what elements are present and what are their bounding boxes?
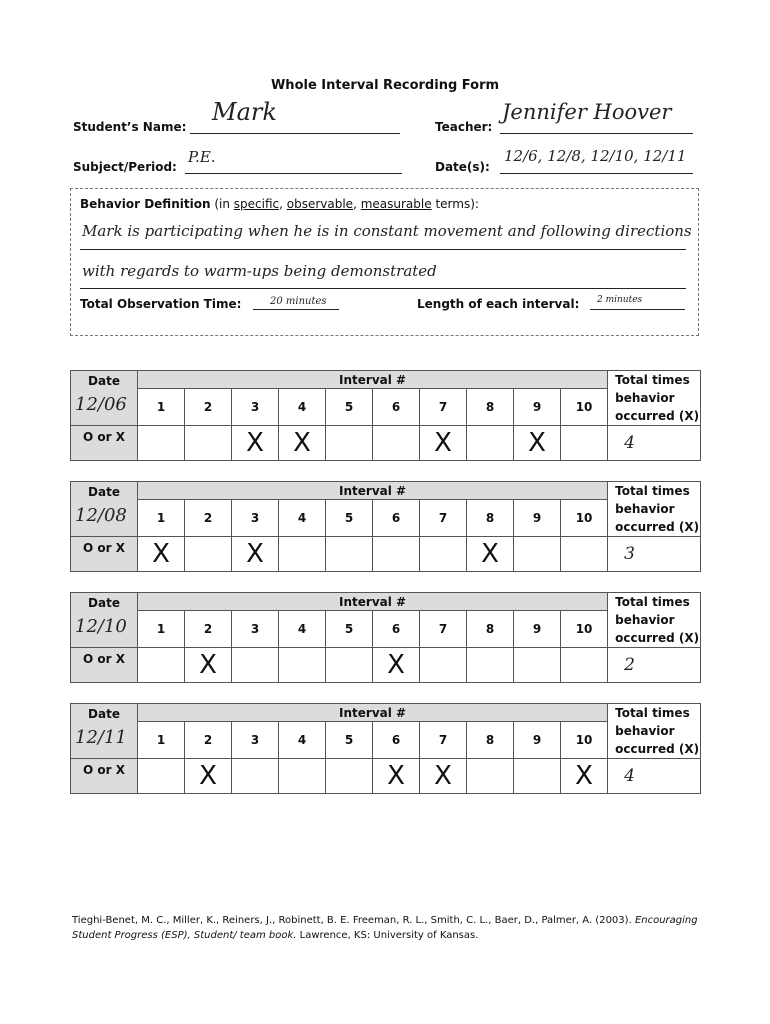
- behavior-definition-heading: [80, 197, 479, 211]
- date-cell: [71, 704, 138, 759]
- interval-mark-cell[interactable]: [185, 426, 232, 461]
- date-header: Date: [88, 596, 120, 610]
- definition-comma-2: ,: [353, 197, 361, 211]
- interval-mark-cell[interactable]: [420, 537, 467, 572]
- interval-mark-cell[interactable]: [326, 648, 373, 683]
- interval-mark-cell[interactable]: [561, 426, 608, 461]
- definition-rule-1: [80, 249, 686, 250]
- subject-period-value[interactable]: P.E.: [188, 148, 216, 166]
- citation-publisher: Lawrence, KS: University of Kansas.: [299, 930, 479, 941]
- date-header: Date: [88, 707, 120, 721]
- recording-table: [70, 370, 701, 461]
- citation-title: Encouraging Student Progress (ESP), Student/ team book.: [72, 915, 698, 941]
- subject-period-line: [185, 173, 402, 174]
- interval-number: 3: [232, 389, 279, 426]
- teacher-value[interactable]: Jennifer Hoover: [502, 100, 672, 124]
- subject-period-label: Subject/Period:: [73, 160, 177, 174]
- interval-number: 8: [467, 722, 514, 759]
- interval-number: 5: [326, 722, 373, 759]
- session-date[interactable]: 12/06: [75, 394, 127, 415]
- interval-number: 5: [326, 500, 373, 537]
- total-header-line-3: occurred (X): [615, 742, 700, 756]
- interval-number: 5: [326, 611, 373, 648]
- interval-number: 7: [420, 611, 467, 648]
- dates-label: Date(s):: [435, 160, 490, 174]
- interval-mark-cell[interactable]: [561, 537, 608, 572]
- interval-length-line: [590, 309, 685, 310]
- session-date[interactable]: 12/10: [75, 616, 127, 637]
- interval-number: 4: [279, 611, 326, 648]
- interval-number: 10: [561, 389, 608, 426]
- interval-mark-cell[interactable]: [138, 759, 185, 794]
- recording-table: [70, 481, 701, 572]
- interval-mark-cell[interactable]: X: [420, 426, 467, 461]
- interval-mark-cell[interactable]: X: [561, 759, 608, 794]
- total-times-header: [608, 371, 701, 426]
- interval-number: 3: [232, 722, 279, 759]
- total-header-line-2: behavior: [615, 391, 675, 405]
- interval-mark-cell[interactable]: [467, 426, 514, 461]
- interval-number: 8: [467, 500, 514, 537]
- observation-time-line: [253, 309, 339, 310]
- o-or-x-label: O or X: [71, 426, 138, 461]
- interval-number: 8: [467, 611, 514, 648]
- interval-number: 6: [373, 500, 420, 537]
- behavior-definition-line-2[interactable]: with regards to warm-ups being demonstrated: [82, 262, 437, 280]
- total-count[interactable]: 4: [608, 759, 701, 794]
- interval-number: 9: [514, 500, 561, 537]
- interval-mark-cell[interactable]: [373, 537, 420, 572]
- definition-observable: observable: [286, 197, 354, 211]
- total-times-header: [608, 704, 701, 759]
- definition-measurable: measurable: [360, 197, 432, 211]
- total-count[interactable]: 4: [608, 426, 701, 461]
- interval-mark-cell[interactable]: [420, 648, 467, 683]
- interval-mark-cell[interactable]: [232, 759, 279, 794]
- teacher-line: [500, 133, 693, 134]
- teacher-label: Teacher:: [435, 120, 493, 134]
- definition-paren-close: terms):: [431, 197, 479, 211]
- citation: [72, 913, 712, 943]
- interval-number: 6: [373, 389, 420, 426]
- interval-mark-cell[interactable]: X: [279, 426, 326, 461]
- interval-header: Interval #: [138, 371, 608, 389]
- definition-comma-1: ,: [279, 197, 287, 211]
- form-title: Whole Interval Recording Form: [270, 78, 500, 93]
- interval-mark-cell[interactable]: X: [420, 759, 467, 794]
- definition-paren-open: (in: [214, 197, 234, 211]
- interval-number: 8: [467, 389, 514, 426]
- interval-mark-cell[interactable]: [138, 426, 185, 461]
- interval-number: 7: [420, 389, 467, 426]
- behavior-definition-label: Behavior Definition: [80, 197, 211, 211]
- interval-mark-cell[interactable]: X: [514, 426, 561, 461]
- interval-number: 2: [185, 611, 232, 648]
- citation-authors: Tieghi-Benet, M. C., Miller, K., Reiners, J., Robinett, B. E. Freeman, R. L., Smith, C. L., Baer, D., Palmer, A. (2003).: [72, 915, 632, 926]
- interval-header: Interval #: [138, 704, 608, 722]
- interval-number: 1: [138, 500, 185, 537]
- interval-mark-cell[interactable]: [326, 759, 373, 794]
- total-times-header: [608, 593, 701, 648]
- interval-number: 4: [279, 389, 326, 426]
- total-observation-time-label: Total Observation Time:: [80, 297, 242, 311]
- total-header-line-3: occurred (X): [615, 631, 700, 645]
- total-header-line-1: Total times: [615, 595, 690, 609]
- o-or-x-label: O or X: [71, 537, 138, 572]
- interval-mark-cell[interactable]: X: [185, 648, 232, 683]
- behavior-definition-line-1[interactable]: Mark is participating when he is in constant movement and following directions: [82, 222, 692, 240]
- interval-header: Interval #: [138, 482, 608, 500]
- recording-table: [70, 592, 701, 683]
- interval-mark-cell[interactable]: X: [232, 537, 279, 572]
- interval-mark-cell[interactable]: [279, 648, 326, 683]
- definition-specific: specific: [233, 197, 280, 211]
- dates-line: [500, 173, 693, 174]
- total-observation-time-value[interactable]: 20 minutes: [270, 296, 327, 307]
- length-of-interval-value[interactable]: 2 minutes: [597, 295, 643, 305]
- interval-mark-cell[interactable]: [279, 759, 326, 794]
- session-date[interactable]: 12/11: [75, 727, 127, 748]
- interval-mark-cell[interactable]: X: [185, 759, 232, 794]
- total-count[interactable]: 3: [608, 537, 701, 572]
- interval-mark-cell[interactable]: [467, 648, 514, 683]
- definition-rule-2: [80, 288, 686, 289]
- interval-number: 2: [185, 722, 232, 759]
- interval-header: Interval #: [138, 593, 608, 611]
- interval-mark-cell[interactable]: [514, 759, 561, 794]
- date-header: Date: [88, 374, 120, 388]
- interval-number: 5: [326, 389, 373, 426]
- recording-table: [70, 703, 701, 794]
- date-cell: [71, 371, 138, 426]
- student-name-line: [190, 133, 400, 134]
- date-cell: [71, 482, 138, 537]
- interval-mark-cell[interactable]: [514, 537, 561, 572]
- interval-number: 6: [373, 722, 420, 759]
- interval-mark-cell[interactable]: X: [373, 648, 420, 683]
- interval-number: 1: [138, 611, 185, 648]
- interval-mark-cell[interactable]: X: [232, 426, 279, 461]
- date-cell: [71, 593, 138, 648]
- o-or-x-label: O or X: [71, 648, 138, 683]
- interval-number: 4: [279, 500, 326, 537]
- interval-mark-cell[interactable]: [467, 759, 514, 794]
- interval-number: 3: [232, 611, 279, 648]
- total-header-line-2: behavior: [615, 724, 675, 738]
- total-count[interactable]: 2: [608, 648, 701, 683]
- interval-mark-cell[interactable]: [185, 537, 232, 572]
- interval-mark-cell[interactable]: X: [467, 537, 514, 572]
- interval-number: 9: [514, 389, 561, 426]
- total-header-line-3: occurred (X): [615, 409, 700, 423]
- student-name-label: Student’s Name:: [73, 120, 187, 134]
- interval-mark-cell[interactable]: X: [138, 537, 185, 572]
- interval-mark-cell[interactable]: [138, 648, 185, 683]
- dates-value[interactable]: 12/6, 12/8, 12/10, 12/11: [504, 147, 687, 165]
- total-header-line-1: Total times: [615, 484, 690, 498]
- interval-number: 7: [420, 500, 467, 537]
- interval-number: 6: [373, 611, 420, 648]
- interval-number: 1: [138, 389, 185, 426]
- total-header-line-2: behavior: [615, 613, 675, 627]
- student-name-value[interactable]: Mark: [212, 98, 277, 126]
- total-times-header: [608, 482, 701, 537]
- total-header-line-3: occurred (X): [615, 520, 700, 534]
- date-header: Date: [88, 485, 120, 499]
- interval-number: 10: [561, 722, 608, 759]
- total-header-line-2: behavior: [615, 502, 675, 516]
- interval-mark-cell[interactable]: [232, 648, 279, 683]
- interval-number: 2: [185, 389, 232, 426]
- length-of-interval-label: Length of each interval:: [417, 297, 580, 311]
- interval-mark-cell[interactable]: [326, 426, 373, 461]
- interval-mark-cell[interactable]: [514, 648, 561, 683]
- interval-number: 4: [279, 722, 326, 759]
- interval-mark-cell[interactable]: [279, 537, 326, 572]
- session-date[interactable]: 12/08: [75, 505, 127, 526]
- o-or-x-label: O or X: [71, 759, 138, 794]
- interval-number: 2: [185, 500, 232, 537]
- interval-mark-cell[interactable]: [326, 537, 373, 572]
- interval-number: 9: [514, 611, 561, 648]
- interval-number: 10: [561, 500, 608, 537]
- interval-number: 7: [420, 722, 467, 759]
- interval-mark-cell[interactable]: X: [373, 759, 420, 794]
- interval-mark-cell[interactable]: [373, 426, 420, 461]
- total-header-line-1: Total times: [615, 373, 690, 387]
- total-header-line-1: Total times: [615, 706, 690, 720]
- interval-number: 10: [561, 611, 608, 648]
- interval-number: 1: [138, 722, 185, 759]
- interval-mark-cell[interactable]: [561, 648, 608, 683]
- interval-number: 9: [514, 722, 561, 759]
- interval-number: 3: [232, 500, 279, 537]
